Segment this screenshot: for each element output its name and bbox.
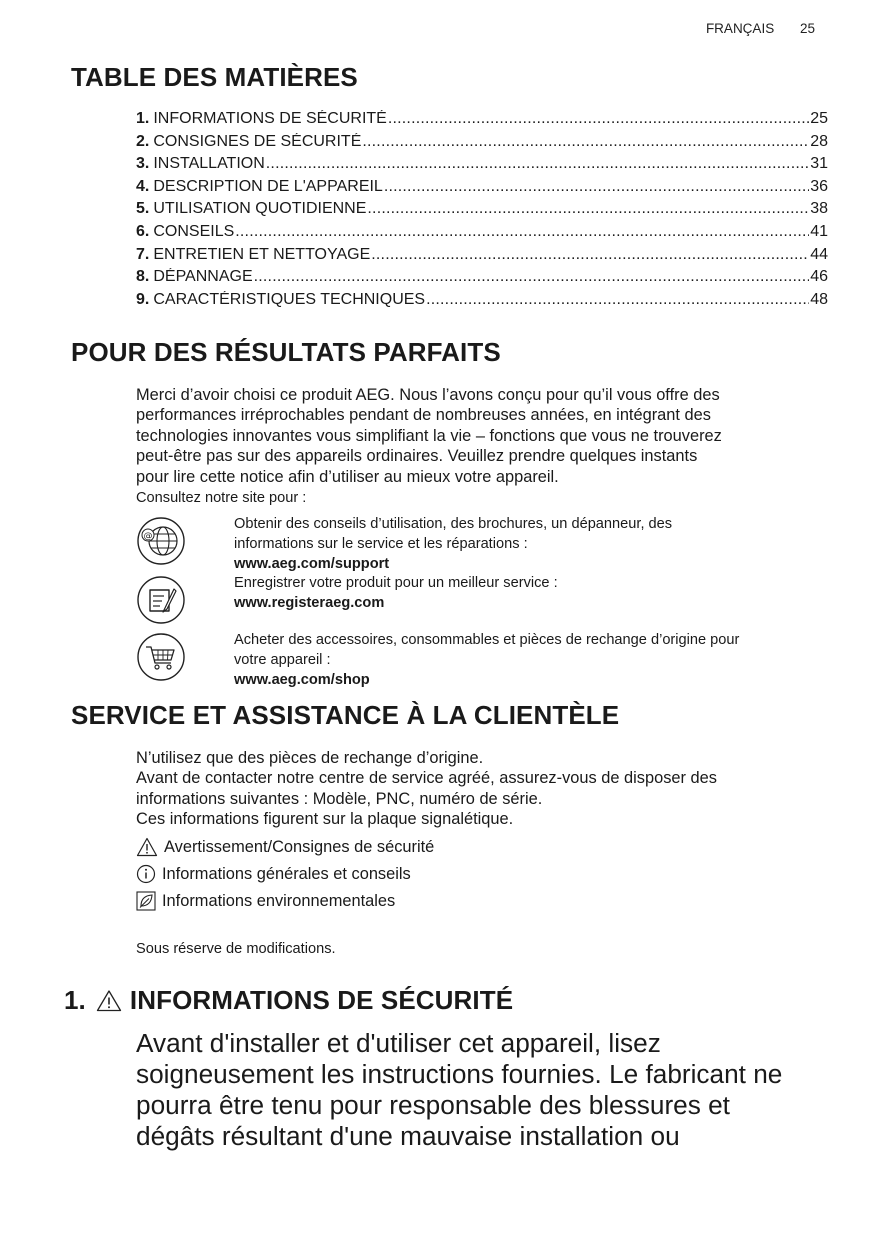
toc-entry[interactable] — [136, 155, 828, 178]
register-form-icon — [136, 575, 186, 625]
toc-title: TABLE DES MATIÈRES — [71, 62, 358, 92]
warning-triangle-icon — [136, 837, 158, 857]
text-line: Ces informations figurent sur la plaque signalétique. — [136, 810, 514, 829]
toc-entry-number: 8. — [136, 268, 150, 286]
section-number: 1. — [64, 985, 86, 1015]
toc-entry[interactable] — [136, 223, 828, 246]
toc-entry-number: 1. — [136, 110, 150, 127]
toc-entry-page: 48 — [810, 290, 828, 308]
text-line: technologies innovantes vous simplifiant la vie – fonctions que vous ne trouverez — [136, 426, 722, 445]
safety-section-title — [64, 985, 513, 1016]
toc-entry-page: 31 — [810, 155, 828, 173]
toc-entry-label: DESCRIPTION DE L'APPAREIL — [153, 177, 383, 195]
service-paragraph — [136, 748, 826, 830]
toc-entry-page: 41 — [810, 222, 828, 240]
section-title-text: INFORMATIONS DE SÉCURITÉ — [129, 985, 514, 1015]
toc-entry-number: 2. — [136, 132, 150, 150]
legend-label: Informations environnementales — [162, 891, 396, 910]
toc-leader-dots — [266, 155, 809, 173]
info-circle-icon — [136, 864, 156, 884]
link-description-line: Obtenir des conseils d’utilisation, des brochures, un dépanneur, des — [234, 516, 673, 532]
text-line: informations suivantes : Modèle, PNC, numéro de série. — [136, 789, 543, 808]
toc-entry-page: 36 — [810, 177, 828, 195]
toc-entry-label: CONSIGNES DE SÉCURITÉ — [153, 132, 362, 150]
environment-leaf-icon — [136, 891, 156, 911]
legend-label: Avertissement/Consignes de sécurité — [164, 837, 435, 856]
legend-warning — [136, 837, 434, 857]
toc-leader-dots — [367, 200, 809, 218]
text-line: pour lire cette notice afin d’utiliser au mieux votre appareil. — [136, 467, 559, 486]
toc-entry[interactable] — [136, 246, 828, 269]
support-url-link[interactable]: www.aeg.com/support — [234, 556, 390, 573]
toc-leader-dots — [371, 246, 809, 264]
toc-entry[interactable] — [136, 200, 828, 223]
legend-label: Informations générales et conseils — [162, 864, 411, 883]
legend-environment — [136, 891, 395, 911]
toc-entry-label: ENTRETIEN ET NETTOYAGE — [153, 245, 371, 263]
running-header — [706, 21, 815, 36]
text-line: peut-être pas sur des appareils ordinaires. Veuillez prendre quelques instants — [136, 447, 698, 466]
web-globe-icon — [136, 516, 186, 566]
link-description-line: votre appareil : — [234, 652, 331, 669]
toc-entry-label: INSTALLATION — [153, 155, 265, 173]
shop-url-link[interactable]: www.aeg.com/shop — [234, 672, 370, 689]
toc-leader-dots — [254, 268, 810, 286]
toc-entry-label: UTILISATION QUOTIDIENNE — [153, 200, 367, 218]
toc-entry[interactable] — [136, 178, 828, 201]
toc-entry[interactable] — [136, 268, 828, 291]
safety-intro-paragraph — [136, 1028, 836, 1152]
text-line: Merci d’avoir choisi ce produit AEG. Nous l’avons conçu pour qu’il vous offre des — [136, 386, 720, 404]
toc-entry[interactable] — [136, 110, 828, 133]
link-description-line: Enregistrer votre produit pour un meilleur service : — [234, 575, 558, 591]
text-line: N’utilisez que des pièces de rechange d’origine. — [136, 749, 484, 767]
text-line: performances irréprochables pendant de nombreuses années, en intégrant des — [136, 406, 711, 425]
toc-leader-dots — [235, 223, 809, 241]
register-url-link[interactable]: www.registeraeg.com — [234, 595, 385, 612]
toc-leader-dots — [362, 133, 809, 151]
toc-leader-dots — [388, 110, 809, 128]
toc-entry-page: 28 — [810, 132, 828, 150]
toc-entry-page: 44 — [810, 245, 828, 263]
text-line: pourra être tenu pour responsable des blessures et — [136, 1090, 730, 1120]
results-section-title: POUR DES RÉSULTATS PARFAITS — [71, 337, 501, 367]
results-intro-paragraph — [136, 385, 826, 487]
text-line: Avant de contacter notre centre de service agréé, assurez-vous de disposer des — [136, 769, 717, 788]
toc-entry-label: CARACTÉRISTIQUES TECHNIQUES — [153, 290, 426, 308]
toc-entry-number: 4. — [136, 177, 150, 195]
toc-entry-label: CONSEILS — [153, 222, 235, 240]
link-description-line: Acheter des accessoires, consommables et pièces de rechange d’origine pour — [234, 632, 740, 648]
consult-label: Consultez notre site pour : — [136, 490, 307, 506]
table-of-contents — [136, 110, 828, 313]
legend-info — [136, 864, 411, 884]
svg-text:@: @ — [143, 531, 153, 542]
toc-entry-page: 38 — [810, 200, 828, 218]
toc-entry[interactable] — [136, 133, 828, 156]
toc-entry-number: 3. — [136, 155, 150, 173]
toc-entry-number: 5. — [136, 200, 150, 218]
modifications-note: Sous réserve de modifications. — [136, 941, 336, 957]
header-language: FRANÇAIS — [705, 21, 775, 36]
text-line: dégâts résultant d'une mauvaise installation ou — [136, 1121, 680, 1151]
toc-entry-number: 9. — [136, 290, 150, 308]
warning-triangle-icon — [96, 989, 122, 1012]
header-page-number: 25 — [799, 21, 815, 36]
toc-entry-page: 46 — [810, 268, 828, 286]
toc-entry-page: 25 — [810, 110, 828, 127]
text-line: soigneusement les instructions fournies. Le fabricant ne — [136, 1059, 783, 1089]
toc-leader-dots — [426, 291, 809, 309]
toc-entry[interactable] — [136, 291, 828, 314]
text-line: Avant d'installer et d'utiliser cet appareil, lisez — [136, 1028, 661, 1058]
toc-entry-label: INFORMATIONS DE SÉCURITÉ — [153, 110, 387, 127]
toc-entry-number: 7. — [136, 245, 150, 263]
toc-leader-dots — [384, 178, 809, 196]
link-description-line: informations sur le service et les réparations : — [234, 536, 528, 553]
service-section-title: SERVICE ET ASSISTANCE À LA CLIENTÈLE — [71, 700, 620, 730]
toc-entry-number: 6. — [136, 222, 150, 240]
shopping-cart-icon — [136, 632, 186, 682]
toc-entry-label: DÉPANNAGE — [153, 268, 253, 286]
